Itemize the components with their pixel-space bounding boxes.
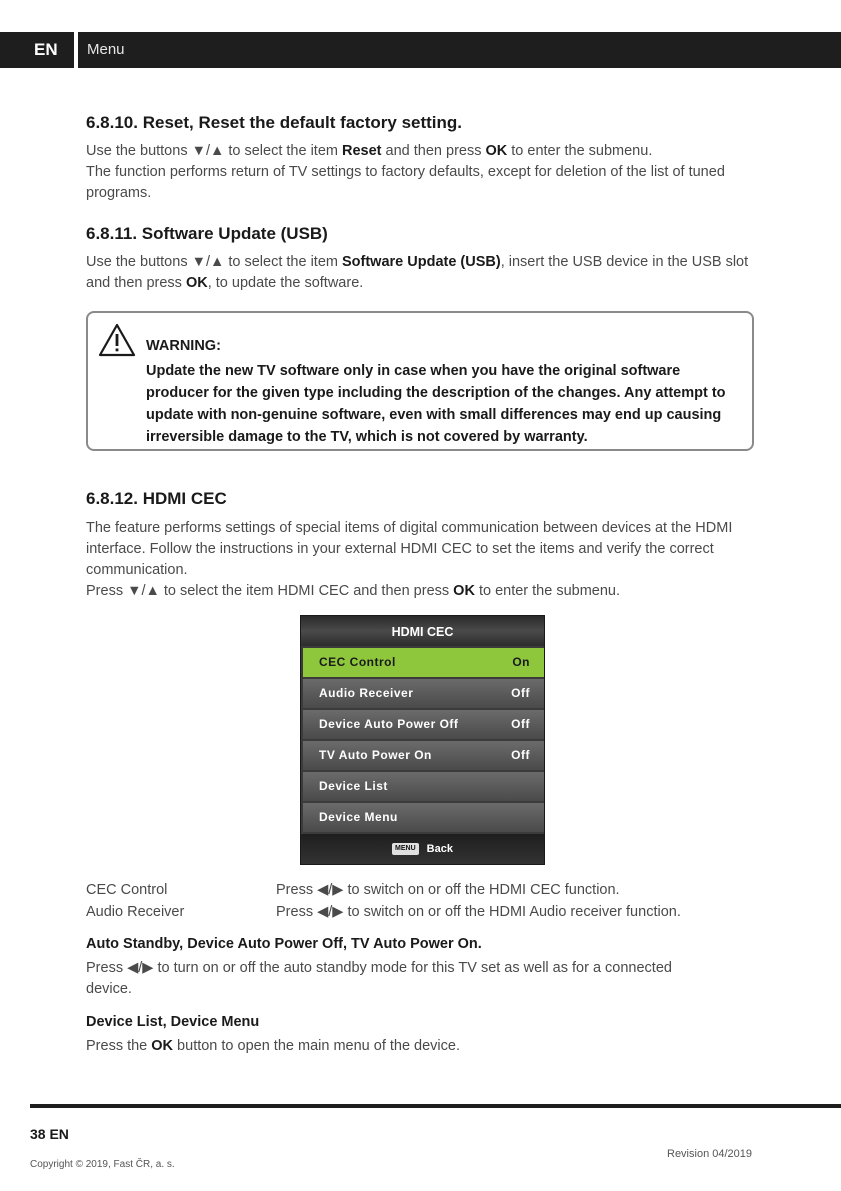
menu-key-icon: MENU: [392, 843, 419, 855]
software-update-heading: 6.8.11. Software Update (USB): [86, 224, 328, 243]
revision: Revision 04/2019: [667, 1148, 753, 1160]
section-title: Menu: [78, 32, 841, 68]
footer-rule: [30, 1104, 841, 1108]
reset-heading: 6.8.10. Reset, Reset the default factory setting.: [86, 113, 463, 132]
tv-menu-row-device-list: Device List: [303, 772, 544, 801]
tv-menu-back-label: Back: [426, 843, 453, 855]
copyright: Copyright © 2019, Fast ČR, a. s.: [30, 1159, 175, 1170]
tv-menu-row-device-menu: Device Menu: [303, 803, 544, 832]
reset-paragraph: Use the buttons ▼/▲ to select the item Reset and then press OK to enter the submenu. The function performs return of TV settings to factory defaults, except for deletion of the list of tuned programs.: [86, 143, 725, 201]
warning-box: [86, 311, 754, 451]
tv-menu-row-device-auto-power-off: Device Auto Power Off Off: [303, 710, 544, 739]
hdmi-cec-menu-screenshot: [300, 615, 545, 865]
auto-standby-heading: Auto Standby, Device Auto Power Off, TV Auto Power On.: [86, 936, 482, 952]
device-list-paragraph: Press the OK button to open the main menu of the device.: [86, 1038, 461, 1054]
tv-menu-footer: [301, 834, 544, 864]
hdmi-cec-heading: 6.8.12. HDMI CEC: [86, 489, 227, 508]
device-list-heading: Device List, Device Menu: [86, 1014, 260, 1030]
tv-menu-row-cec-control: CEC Control On: [303, 648, 544, 677]
header-bar: [0, 32, 841, 68]
tv-menu-row-tv-auto-power-on: TV Auto Power On Off: [303, 741, 544, 770]
warning-triangle-icon: [98, 323, 136, 357]
language-tab: EN: [0, 32, 74, 68]
tv-menu-row-audio-receiver: Audio Receiver Off: [303, 679, 544, 708]
hdmi-cec-paragraph: The feature performs settings of special items of digital communication between devices at the HDMI interface. Follow the instructions in your external HDMI CEC to set the items and verify the correct communication. Press ▼/▲ to select the item HDMI CEC and then press OK to enter the submenu.: [86, 520, 733, 599]
software-update-paragraph: Use the buttons ▼/▲ to select the item Software Update (USB), insert the USB device in the USB slot and then press OK, to update the software.: [86, 254, 749, 291]
warning-text: Update the new TV software only in case when you have the original software producer for the given type including the description of the changes. Any attempt to update with non-genuine software, even with small differences may end up causing irreversible damage to the TV, which is not covered by warranty.: [146, 363, 726, 445]
auto-standby-paragraph: Press ◀/▶ to turn on or off the auto standby mode for this TV set as well as for a connected device.: [86, 960, 672, 997]
tv-menu-title: HDMI CEC: [301, 616, 544, 646]
page-number: 38 EN: [30, 1126, 69, 1142]
warning-title: WARNING:: [146, 338, 221, 354]
